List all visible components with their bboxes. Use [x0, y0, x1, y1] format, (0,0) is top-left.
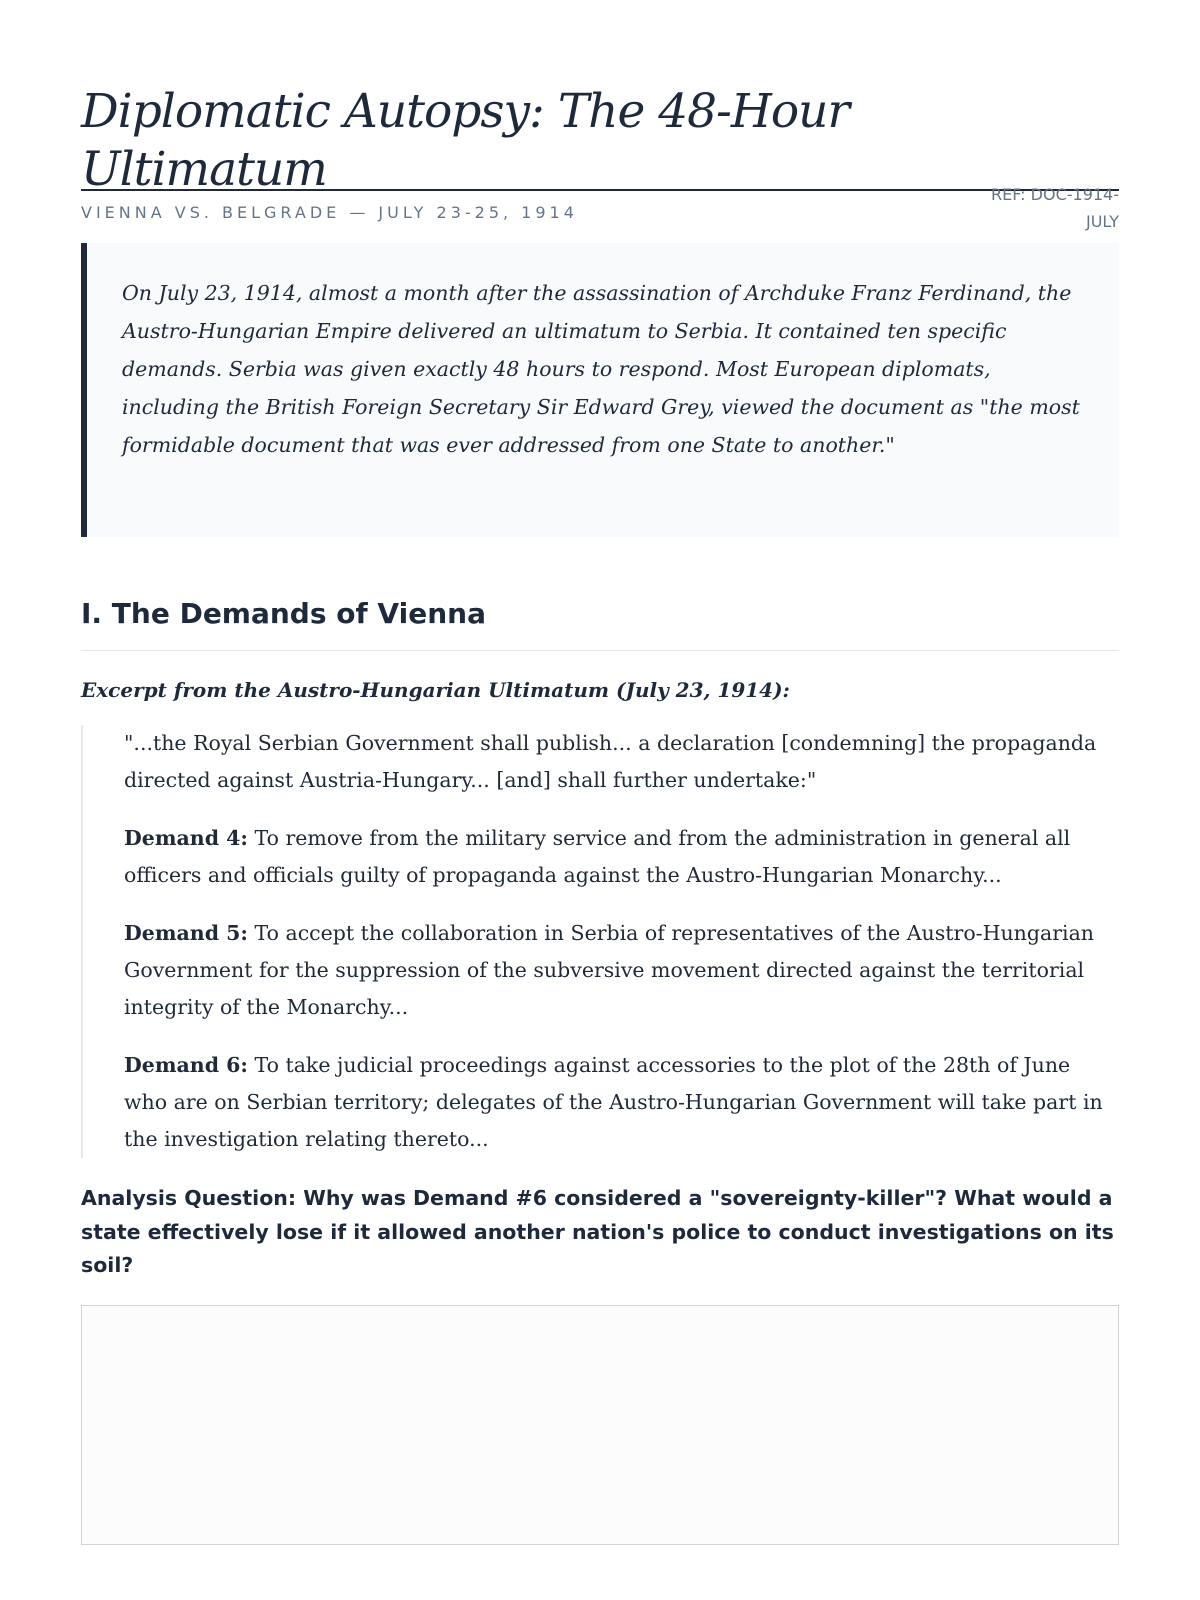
demand-item [124, 915, 1119, 1026]
document-reference [959, 181, 1119, 235]
demand-item [124, 820, 1119, 894]
document-header [81, 0, 1119, 231]
excerpt-preamble: "...the Royal Serbian Government shall publish... a declaration [condemning] the propaganda directed against Austria-Hungary... [and] shall further undertake:" [124, 731, 1097, 792]
reference-line-2: JULY [1086, 212, 1119, 231]
section-heading: I. The Demands of Vienna [81, 597, 1119, 651]
demand-label: Demand 4: [124, 826, 249, 850]
demand-text: To take judicial proceedings against accessories to the plot of the 28th of June who are on Serbian territory; delegates of the Austro-Hungarian Government will take part in the investigation relating thereto... [124, 1053, 1103, 1151]
intro-callout: On July 23, 1914, almost a month after the assassination of Archduke Franz Ferdinand, the Austro-Hungarian Empire delivered an ultimatum to Serbia. It contained ten specific demands. Serbia was given exactly 48 hours to respond. Most European diplomats, including the British Foreign Secretary Sir Edward Grey, viewed the document as "the most formidable document that was ever addressed from one State to another." [81, 243, 1119, 537]
ultimatum-excerpt [81, 725, 1119, 1158]
demand-label: Demand 5: [124, 921, 249, 945]
page-title: Diplomatic Autopsy: The 48-Hour Ultimatum [81, 84, 849, 197]
answer-input-box[interactable] [81, 1305, 1119, 1545]
excerpt-label: Excerpt from the Austro-Hungarian Ultimatum (July 23, 1914): [81, 678, 790, 702]
demand-item [124, 1047, 1119, 1158]
reference-line-1: REF: DOC-1914- [990, 185, 1119, 204]
analysis-question: Analysis Question: Why was Demand #6 considered a "sovereignty-killer"? What would a state effectively lose if it allowed another nation's police to conduct investigations on its soil? [81, 1186, 1114, 1277]
demand-text: To accept the collaboration in Serbia of representatives of the Austro-Hungarian Government for the suppression of the subversive movement directed against the territorial integrity of the Monarchy... [124, 921, 1094, 1019]
page-subtitle: VIENNA VS. BELGRADE — JULY 23-25, 1914 [81, 203, 578, 222]
demand-label: Demand 6: [124, 1053, 249, 1077]
demand-text: To remove from the military service and from the administration in general all officers and officials guilty of propaganda against the Austro-Hungarian Monarchy... [124, 826, 1071, 887]
